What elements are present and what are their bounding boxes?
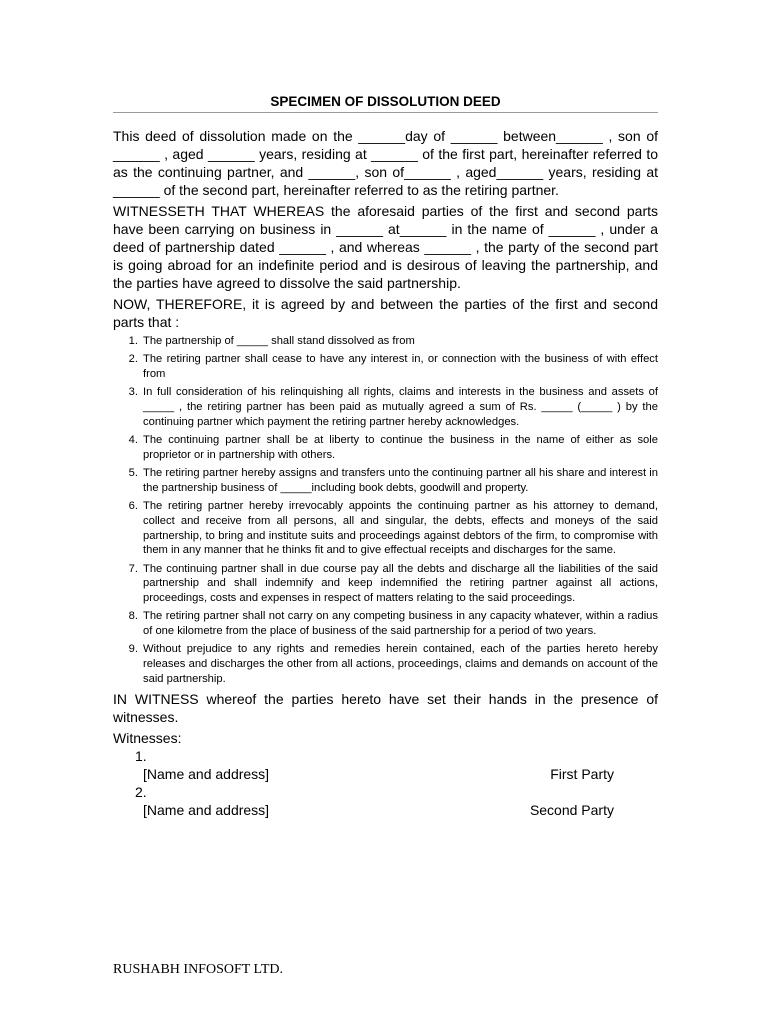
clause-list (113, 334, 658, 687)
witness-row (113, 765, 658, 783)
clause-number: 5. (128, 466, 138, 479)
clause-item (113, 562, 658, 606)
clause-item (113, 642, 658, 686)
party-label: Second Party (529, 802, 614, 819)
clause-item (113, 466, 658, 496)
clause-number: 6. (128, 499, 138, 512)
witnesses-label: Witnesses: (113, 730, 182, 747)
document-page (113, 94, 658, 819)
clause-item (113, 352, 658, 382)
witnesses-section (113, 729, 658, 819)
witness-name-address: [Name and address] (143, 766, 270, 783)
clause-item (113, 385, 658, 429)
clause-number: 4. (128, 433, 138, 446)
clause-text: The retiring partner hereby assigns and transfers unto the continuing partner all his share and interest in the partnership business of _____including book debts, goodwill and property. (143, 466, 658, 494)
clause-item (113, 334, 658, 349)
witnesseth-paragraph: WITNESSETH THAT WHEREAS the aforesaid parties of the first and second parts have been carrying on business in ______ at______ in the name of ______ , under a deed of partnership dated ______ , and whereas ______ , the party of the second part is going abroad for an indefinite period and is desirous of leaving the partnership, and the parties have agreed to dissolve the said partnership. (113, 203, 658, 291)
witness-number: 2. (135, 784, 147, 801)
clause-text: In full consideration of his relinquishing all rights, claims and interests in the business and assets of _____ , the retiring partner has been paid as mutually agreed a sum of Rs. _____ (_____ ) by the continuing partner which payment the retiring partner hereby acknowledges. (143, 386, 658, 428)
clause-item (113, 433, 658, 463)
in-witness-paragraph: IN WITNESS whereof the parties hereto have set their hands in the presence of witnesses. (113, 691, 658, 726)
clause-item (113, 499, 658, 558)
clause-text: The continuing partner shall be at liberty to continue the business in the name of either as sole proprietor or in partnership with others. (143, 433, 658, 461)
footer-company-name: RUSHABH INFOSOFT LTD. (113, 962, 283, 977)
clause-number: 3. (128, 386, 138, 399)
intro-paragraph: This deed of dissolution made on the ______day of ______ between______ , son of ______ , aged ______ years, residing at ______ of the first part, hereinafter referred to as the continuing partner, and ______, son of______ , aged______ years, residing at ______ of the second part, hereinafter referred to as the retiring partner. (113, 128, 658, 198)
clause-text: The partnership of _____ shall stand dissolved as from (143, 335, 415, 347)
clause-text: The retiring partner shall cease to have any interest in, or connection with the business of with effect from (143, 353, 658, 380)
clause-text: The retiring partner shall not carry on any competing business in any capacity whatever, within a radius of one kilometre from the place of business of the said partnership for a period of two years. (143, 610, 658, 638)
party-label: First Party (550, 766, 614, 783)
witness-row (113, 801, 658, 819)
witness-number: 1. (135, 748, 147, 765)
document-title: SPECIMEN OF DISSOLUTION DEED (113, 94, 658, 113)
clause-number: 2. (128, 353, 138, 366)
clause-item (113, 609, 658, 639)
witness-name-address: [Name and address] (143, 802, 270, 819)
clause-number: 8. (128, 610, 138, 623)
clause-text: The retiring partner hereby irrevocably appoints the continuing partner as his attorney to demand, collect and receive from all persons, all and singular, the debts, effects and moneys of the said partnership, to bring and institute suits and proceedings against debtors of the firm, to compromise with them in any manner that he thinks fit and to give effectual receipts and discharges for the same. (143, 499, 658, 557)
clause-text: Without prejudice to any rights and remedies herein contained, each of the parties hereto hereby releases and discharges the other from all actions, proceedings, claims and demands on account of the said partnership. (143, 643, 658, 685)
clause-text: The continuing partner shall in due course pay all the debts and discharge all the liabilities of the said partnership and shall indemnify and keep indemnified the retiring partner against all actions, proceedings, costs and expenses in respect of matters relating to the said proceedings. (143, 562, 658, 605)
clause-number: 7. (128, 562, 138, 575)
now-therefore-paragraph: NOW, THEREFORE, it is agreed by and between the parties of the first and second parts that : (113, 296, 658, 330)
clause-number: 9. (128, 643, 138, 656)
clause-number: 1. (128, 335, 138, 347)
